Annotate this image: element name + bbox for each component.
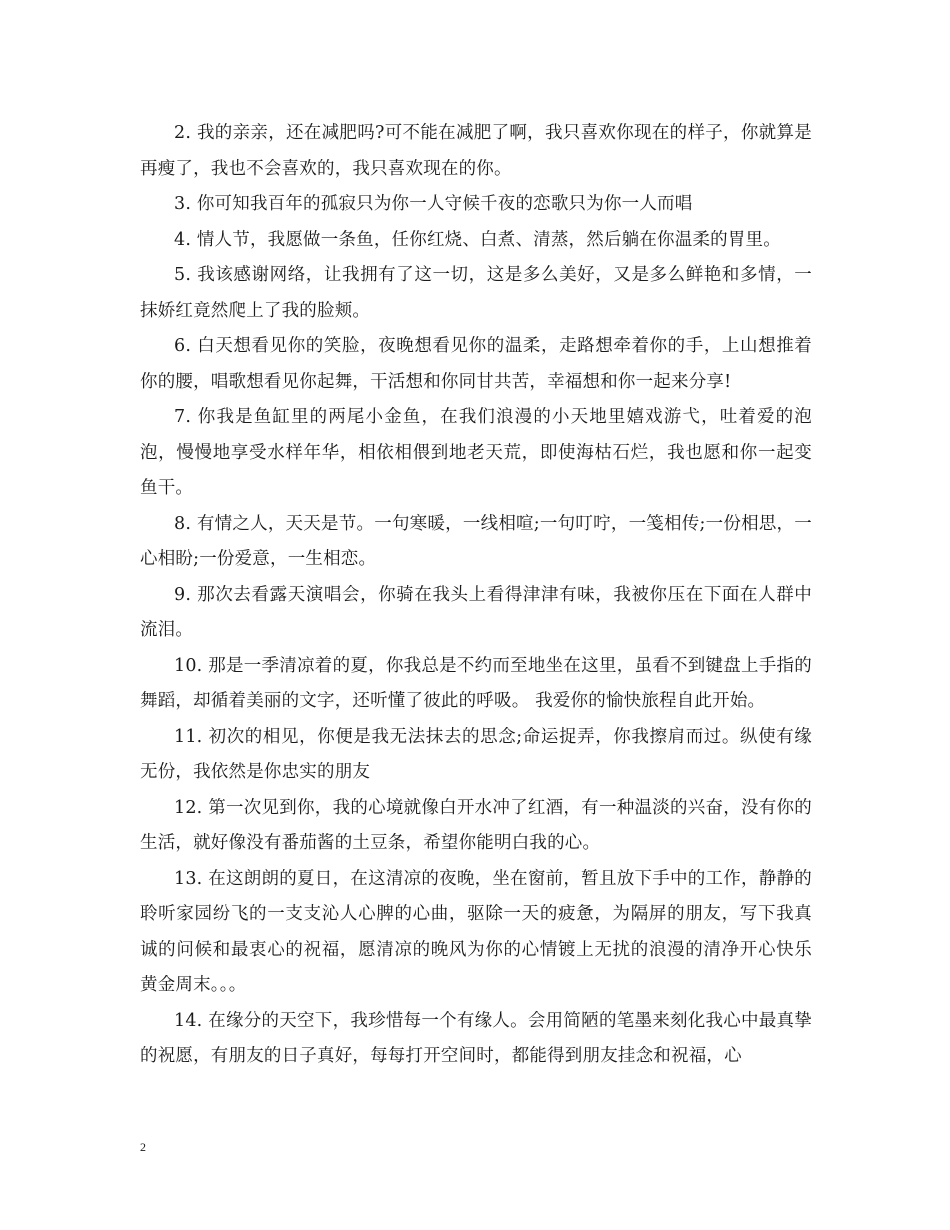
paragraph-item-11: 11. 初次的相见，你便是我无法抹去的思念;命运捉弄，你我擦肩而过。纵使有缘无份，我依然是你忠实的朋友 (140, 726, 812, 782)
paragraph-item-8: 8. 有情之人，天天是节。一句寒暖，一线相喧;一句叮咛，一笺相传;一份相思，一心相盼;一份爱意，一生相恋。 (140, 513, 812, 569)
paragraph-item-5: 5. 我该感谢网络，让我拥有了这一切，这是多么美好，又是多么鲜艳和多情，一抹娇红竟然爬上了我的脸颊。 (140, 265, 812, 321)
paragraph-item-10: 10. 那是一季清凉着的夏，你我总是不约而至地坐在这里，虽看不到键盘上手指的舞蹈，却循着美丽的文字，还听懂了彼此的呼吸。 我爱你的愉快旅程自此开始。 (140, 655, 812, 711)
paragraph-item-12: 12. 第一次见到你，我的心境就像白开水冲了红酒，有一种温淡的兴奋，没有你的生活，就好像没有番茄酱的土豆条，希望你能明白我的心。 (140, 797, 812, 853)
paragraph-item-2: 2. 我的亲亲，还在减肥吗?可不能在减肥了啊，我只喜欢你现在的样子，你就算是再瘦了，我也不会喜欢的，我只喜欢现在的你。 (140, 123, 812, 179)
paragraph-item-13: 13. 在这朗朗的夏日，在这清凉的夜晚，坐在窗前，暂且放下手中的工作，静静的聆听家园纷飞的一支支沁人心脾的心曲，驱除一天的疲惫，为隔屏的朋友，写下我真诚的问候和最衷心的祝福，愿清凉的晚风为你的心情镀上无扰的浪漫的清净开心快乐黄金周末。。。 (140, 868, 812, 995)
paragraph-item-3: 3. 你可知我百年的孤寂只为你一人守候千夜的恋歌只为你一人而唱 (174, 194, 693, 214)
paragraph-item-6: 6. 白天想看见你的笑脸，夜晚想看见你的温柔，走路想牵着你的手，上山想推着你的腰，唱歌想看见你起舞，干活想和你同甘共苦，幸福想和你一起来分享! (140, 336, 812, 392)
paragraph-item-4: 4. 情人节，我愿做一条鱼，任你红烧、白煮、清蒸，然后躺在你温柔的胃里。 (174, 229, 781, 250)
document-body (140, 116, 812, 1075)
page-number: 2 (140, 1140, 146, 1154)
paragraph-item-14: 14. 在缘分的天空下，我珍惜每一个有缘人。会用简陋的笔墨来刻化我心中最真挚的祝愿，有朋友的日子真好，每每打开空间时，都能得到朋友挂念和祝福，心 (140, 1010, 812, 1066)
paragraph-item-7: 7. 你我是鱼缸里的两尾小金鱼，在我们浪漫的小天地里嬉戏游弋，吐着爱的泡泡，慢慢地享受水样年华，相依相偎到地老天荒，即使海枯石烂，我也愿和你一起变鱼干。 (140, 407, 812, 498)
paragraph-item-9: 9. 那次去看露天演唱会，你骑在我头上看得津津有味，我被你压在下面在人群中流泪。 (140, 584, 812, 640)
